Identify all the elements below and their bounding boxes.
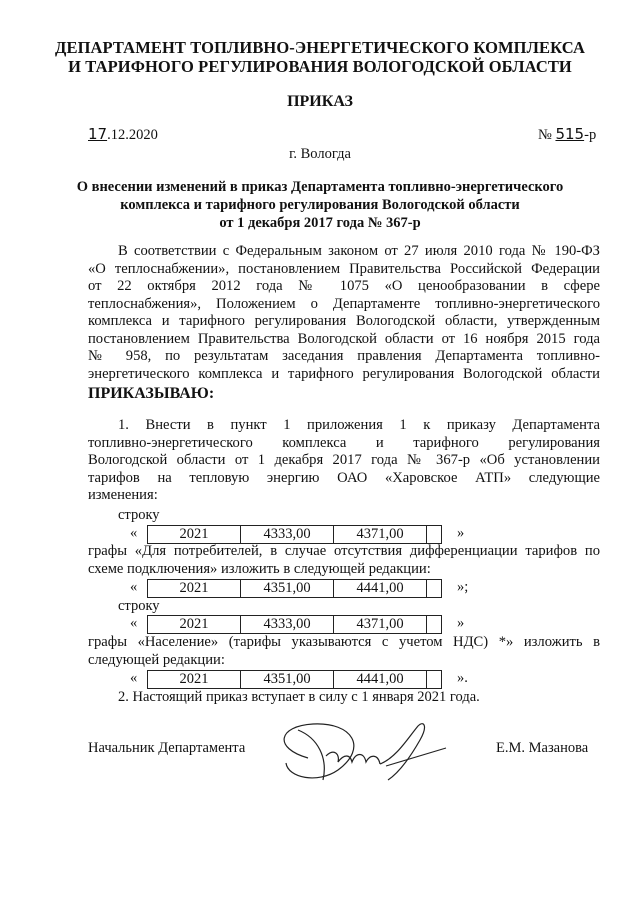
city: г. Вологда [289,146,351,162]
item1-line: топливно-энергетического комплекса и тарифного регулирования [88,434,600,451]
title-line2: комплекса и тарифного регулирования Вологодской области [120,197,520,213]
orders-word: ПРИКАЗЫВАЮ: [88,385,215,402]
quote-open: « [130,670,138,686]
preamble-line: В соответствии с Федеральным законом от 27 июля 2010 года № 190-ФЗ [118,243,600,259]
quote-close: » [457,615,465,631]
cell-value-2: 4371,00 [334,616,427,633]
label-row1: строку [118,507,160,523]
quote-open: « [130,579,138,595]
cell-value-1: 4333,00 [241,616,334,633]
cell-value-1: 4333,00 [241,526,334,543]
graph2-text [88,634,600,669]
preamble-paragraph [88,243,600,383]
department-name-line1: ДЕПАРТАМЕНТ ТОПЛИВНО-ЭНЕРГЕТИЧЕСКОГО КОМПЛЕКСА [55,38,585,57]
title-line3: от 1 декабря 2017 года № 367-р [219,215,421,231]
cell-value-1: 4351,00 [241,671,334,688]
cell-year: 2021 [148,580,241,597]
department-name-line2: И ТАРИФНОГО РЕГУЛИРОВАНИЯ ВОЛОГОДСКОЙ ОБЛАСТИ [68,57,572,76]
tariff-cells [147,579,442,598]
date-rest: .12.2020 [107,127,158,143]
preamble-line: № 958, по результатам заседания правления Департамента топливно- [88,348,600,364]
item1-paragraph [88,417,600,505]
graph1-line: графы «Для потребителей, в случае отсутствия дифференциации тарифов по [88,543,600,559]
cell-value-2: 4371,00 [334,526,427,543]
number-suffix: -р [584,127,597,143]
document-type: ПРИКАЗ [287,93,353,110]
date-day-handwritten: 17 [88,125,108,143]
tariff-cells [147,670,442,689]
cell-empty [427,580,441,597]
order-number [538,125,596,144]
cell-year: 2021 [148,526,241,543]
graph2-line: графы «Население» (тарифы указываются с учетом НДС) *» изложить в [88,634,600,650]
preamble-line: постановлением Правительства Вологодской области от 16 ноября 2015 года [88,330,600,347]
quote-close: »; [457,579,469,595]
handwritten-signature [268,718,448,788]
graph2-line: следующей редакции: [88,651,225,668]
cell-value-1: 4351,00 [241,580,334,597]
tariff-cells [147,615,442,634]
title-line1: О внесении изменений в приказ Департамента топливно-энергетического [76,179,564,195]
item1-line: Вологодской области от 1 декабря 2017 года № 367-р «Об установлении [88,452,600,468]
item1-line: 1. Внести в пункт 1 приложения 1 к приказу Департамента [118,417,600,433]
preamble-line: «О теплоснабжении», постановлением Правительства Российской Федерации [88,260,600,277]
cell-year: 2021 [148,616,241,633]
order-date [88,125,158,144]
item1-line: тарифов на тепловую энергию ОАО «Харовское АТП» следующие [88,469,600,486]
signature-position: Начальник Департамента [88,740,246,756]
quote-close: ». [457,670,468,686]
preamble-line: комплекса и тарифного регулирования Вологодской области, утвержденным [88,313,600,329]
label-row3: строку [118,598,160,614]
graph1-text [88,543,600,578]
preamble-line: теплоснабжения», Положением о Департаменте топливно-энергетического [88,295,600,312]
cell-year: 2021 [148,671,241,688]
number-handwritten: 515 [555,125,585,143]
signature-name: Е.М. Мазанова [496,740,589,756]
number-prefix: № [538,127,552,143]
cell-value-2: 4441,00 [334,580,427,597]
cell-empty [427,526,441,543]
tariff-cells [147,525,442,544]
quote-open: « [130,615,138,631]
quote-open: « [130,525,138,541]
item1-line: изменения: [88,487,158,503]
preamble-line: энергетического комплекса и тарифного регулирования Вологодской области [88,365,600,382]
cell-empty [427,616,441,633]
preamble-line: от 22 октября 2012 года № 1075 «О ценообразовании в сфере [88,278,600,294]
graph1-line: схеме подключения» изложить в следующей редакции: [88,560,431,577]
quote-close: » [457,525,465,541]
cell-value-2: 4441,00 [334,671,427,688]
cell-empty [427,671,441,688]
item2-text: 2. Настоящий приказ вступает в силу с 1 января 2021 года. [118,689,480,705]
